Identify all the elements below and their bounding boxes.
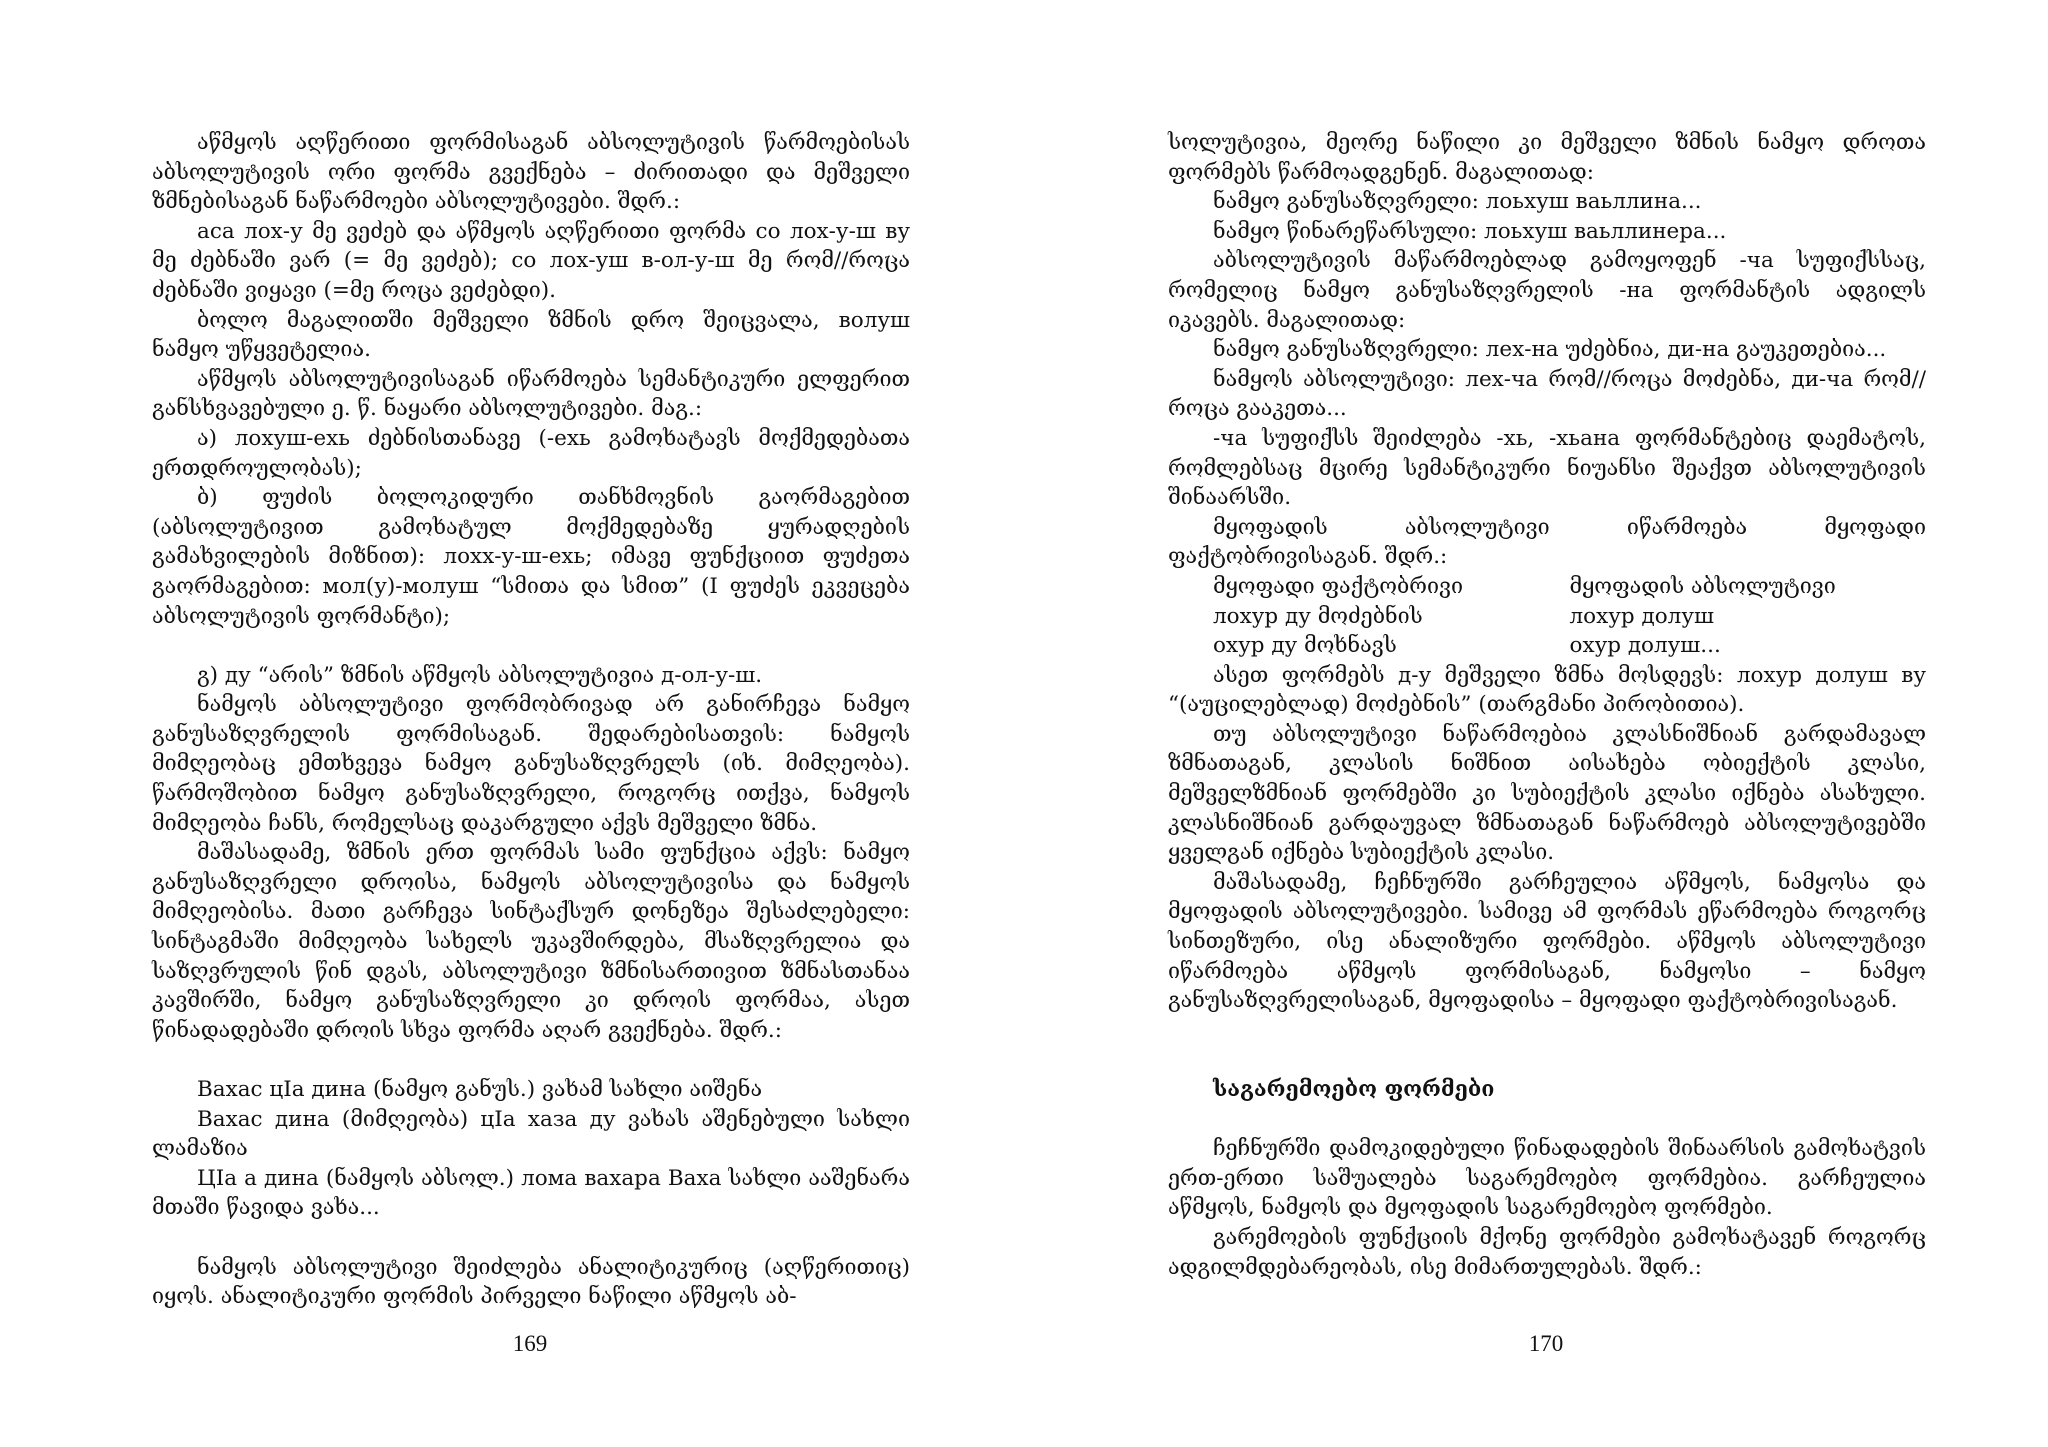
left-page [152,128,910,1348]
paragraph: ნამყოს აბსოლუტივი ფორმობრივად არ განირჩევა ნამყო განუსაზღვრელის ფორმისაგან. შედარებისათვის: ნამყოს მიმღეობაც ემთხვევა ნამყო განუსაზღვრელს (იხ. მიმღეობა). წარმოშობით ნამყო განუსაზღვრელი, როგორც ითქვა, ნამყოს მიმღეობა ჩანს, რომელსაც დაკარგული აქვს მეშველი ზმნა. [152,692,910,836]
paragraph: აწმყოს აბსოლუტივისაგან იწარმოება სემანტიკური ელფერით განსხვავებული ე. წ. ნაყარი აბსოლუტივები. მაგ.: [152,366,910,422]
page-number-right: 170 [1528,1331,1564,1356]
paragraph: ჩეჩნურში დამოკიდებული წინადადების შინაარსის გამოხატვის ერთ-ერთი საშუალება საგარემოებო ფორმებია. გარჩეულია აწმყოს, ნამყოს და მყოფადის საგარემოებო ფორმები. [1168,1136,1926,1221]
example-table-col-2 [1570,572,1927,661]
spacer [152,631,910,661]
spacer [1168,1045,1926,1075]
right-page-body-continued [1168,661,1926,1282]
example-line: Вахас дина (მიმღეობა) цIа хаза ду ვახას აშენებული სახლი ლამაზია [152,1106,910,1162]
paragraph: სოლუტივია, მეორე ნაწილი კი მეშველი ზმნის ნამყო დროთა ფორმებს წარმოადგენენ. მაგალითად: [1168,130,1926,185]
example-table-col-1 [1213,572,1570,661]
spacer [152,1045,910,1075]
example-line: ნამყო განუსაზღვრელი: лех-на უძებნია, ди-на გაუკეთებია... [1213,337,1887,363]
table-header: მყოფადი ფაქტობრივი [1213,573,1464,599]
right-page [1168,128,1926,1348]
example-line: Вахас цIа дина (ნამყო განუს.) ვახამ სახლი აიშენა [197,1077,763,1102]
paragraph: მაშასადამე, ჩეჩნურში გარჩეულია აწმყოს, ნამყოსა და მყოფადის აბსოლუტივები. სამივე ამ ფორმას ეწარმოება როგორც სინთეზური, ისე ანალიზური ფორმები. აწმყოს აბსოლუტივი იწარმოება აწმყოს ფორმისაგან, ნამყოსი – ნამყო განუსაზღვრელისაგან, მყოფადისა – მყოფადი ფაქტობრივისაგან. [1168,869,1926,1014]
example-line: ნამყო წინარეწარსული: лоьхуш ваьллинера... [1213,218,1727,244]
list-item: გ) ду “არის” ზმნის აწმყოს აბსოლუტივია д-ол-у-ш. [197,662,763,688]
table-cell: лохур ду მოძებნის [1213,603,1423,629]
example-line: ნამყოს აბსოლუტივი: лех-ча რომ//როცა მოძებნა, ди-ча რომ//როცა გააკეთა... [1168,366,1926,422]
paragraph: მყოფადის აბსოლუტივი იწარმოება მყოფადი ფაქტობრივისაგან. შდრ.: [1168,514,1926,570]
paragraph: ბოლო მაგალითში მეშველი ზმნის დრო შეიცვალა, волуш ნამყო უწყვეტელია. [152,307,910,363]
example-line: ნამყო განუსაზღვრელი: лоьхуш ваьллина... [1213,189,1702,215]
list-item: ა) лохуш-ехь ძებნისთანავე (-ехь გამოხატავს მოქმედებათა ერთდროულობას); [152,425,910,481]
example-table [1168,572,1926,661]
table-cell: охур ду მოხნავს [1213,633,1397,659]
paragraph: аса лох-у მე ვეძებ და აწმყოს აღწერითი ფორმა со лох-у-ш ву მე ძებნაში ვარ (= მე ვეძებ); со лох-уш в-ол-у-ш მე რომ//როცა ძებნაში ვიყავი (=მე როცა ვეძებდი). [152,218,910,303]
example-line: ЦIа а дина (ნამყოს აბსოლ.) лома вахара Ваха სახლი ააშენარა მთაში წავიდა ვახა... [152,1165,910,1221]
table-header: მყოფადის აბსოლუტივი [1569,573,1836,599]
paragraph: -ча სუფიქსს შეიძლება -хь, -хьана ფორმანტებიც დაემატოს, რომლებსაც მცირე სემანტიკური ნიუანსი შეაქვთ აბსოლუტივის შინაარსში. [1168,425,1926,511]
left-page-body [152,128,910,1312]
paragraph: თუ აბსოლუტივი ნაწარმოებია კლასნიშნიან გარდამავალ ზმნათაგან, კლასის ნიშნით აისახება ობიექტის კლასი, მეშველზმნიან ფორმებში კი სუბიექტის კლასი იქნება ასახული. კლასნიშნიან გარდაუვალ ზმნათაგან ნაწარმოებ აბსოლუტივებში ყველგან იქნება სუბიექტის კლასი. [1168,721,1926,866]
page-number-left: 169 [512,1331,548,1356]
spacer [1168,1105,1926,1135]
right-page-body [1168,128,1926,572]
spacer [152,1223,910,1253]
paragraph: გარემოების ფუნქციის მქონე ფორმები გამოხატავენ როგორც ადგილმდებარეობას, ისე მიმართულებას. შდრ.: [1168,1224,1926,1280]
list-item: ბ) ფუძის ბოლოკიდური თანხმოვნის გაორმაგებით (აბსოლუტივით გამოხატულ მოქმედებაზე ყურადღების გამახვილების მიზნით): лохх-у-ш-ехь; იმავე ფუნქციით ფუძეთა გაორმაგებით: мол(у)-молуш “სმითა და სმით” (I ფუძეს ეკვეცება აბსოლუტივის ფორმანტი); [152,485,910,629]
paragraph: ნამყოს აბსოლუტივი შეიძლება ანალიტიკურიც (აღწერითიც) იყოს. ანალიტიკური ფორმის პირველი ნაწილი აწმყოს აბ- [152,1254,910,1310]
paragraph: ასეთ ფორმებს д-у მეშველი ზმნა მოსდევს: лохур долуш ву “(აუცილებლად) მოძებნის” (თარგმანი პირობითია). [1168,662,1926,718]
table-cell: лохур долуш [1569,603,1714,629]
spacer [1168,1016,1926,1046]
table-cell: охур долуш... [1569,633,1721,659]
paragraph: აწმყოს აღწერითი ფორმისაგან აბსოლუტივის წარმოებისას აბსოლუტივის ორი ფორმა გვექნება – ძირითადი და მეშველი ზმნებისაგან ნაწარმოები აბსოლუტივები. შდრ.: [152,130,910,215]
section-heading: საგარემოებო ფორმები [1213,1077,1495,1102]
paragraph: მაშასადამე, ზმნის ერთ ფორმას სამი ფუნქცია აქვს: ნამყო განუსაზღვრელი დროისა, ნამყოს აბსოლუტივისა და ნამყოს მიმღეობისა. მათი გარჩევა სინტაქსურ დონეზეა შესაძლებელი: სინტაგმაში მიმღეობა სახელს უკავშირდება, მსაზღვრელია და საზღვრულის წინ დგას, აბსოლუტივი ზმნისართივით ზმნასთანაა კავშირში, ნამყო განუსაზღვრელი კი დროის ფორმაა, ასეთ წინადადებაში დროის სხვა ფორმა აღარ გვექნება. შდრ.: [152,840,910,1043]
paragraph: აბსოლუტივის მაწარმოებლად გამოყოფენ -ча სუფიქსსაც, რომელიც ნამყო განუსაზღვრელის -на ფორმანტის ადგილს იკავებს. მაგალითად: [1168,248,1926,333]
